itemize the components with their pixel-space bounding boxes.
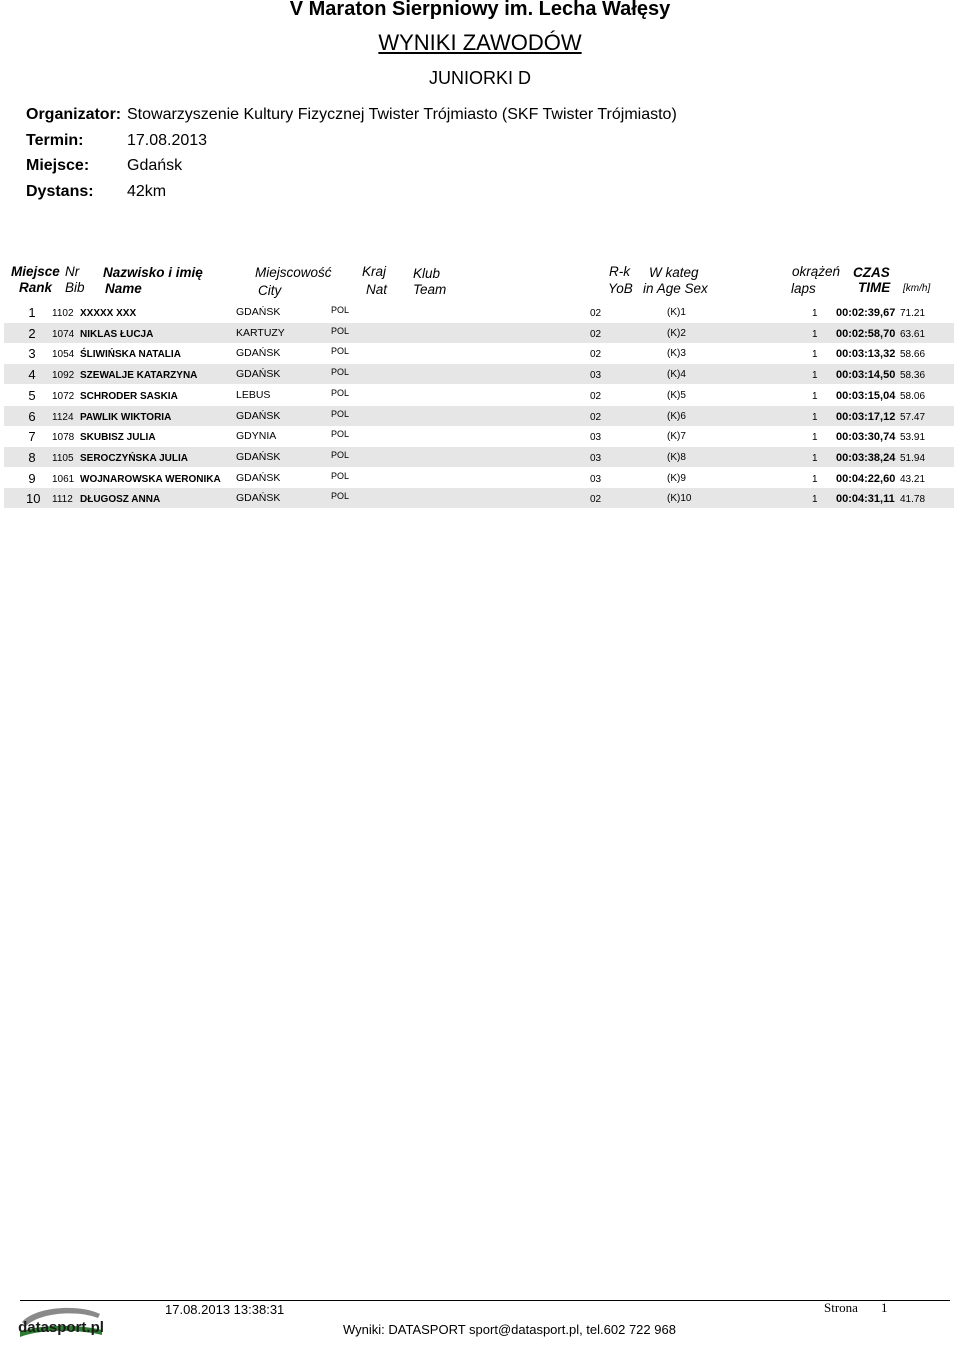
cell-cat: (K)2	[667, 327, 686, 339]
cell-nat: POL	[331, 470, 350, 481]
table-row	[4, 385, 954, 405]
header-city-pl: Miejscowość	[255, 265, 332, 280]
header-nat-pl: Kraj	[362, 264, 387, 279]
cell-name: ŚLIWIŃSKA NATALIA	[80, 349, 181, 361]
organizer-label: Organizator:	[26, 106, 122, 123]
cell-yob: 02	[590, 328, 602, 340]
cell-speed: 41.78	[900, 494, 926, 506]
table-row	[4, 364, 954, 384]
cell-cat: (K)6	[667, 410, 686, 422]
cell-yob: 02	[590, 349, 602, 361]
cell-rank: 9	[28, 470, 36, 486]
header-yob-en: YoB	[608, 281, 633, 296]
cell-rank: 7	[28, 429, 36, 445]
header-laps-en: laps	[791, 281, 816, 296]
cell-city: LEBUS	[236, 388, 271, 401]
cell-bib: 1074	[52, 328, 75, 340]
header-bib-pl: Nr	[65, 264, 80, 279]
distance-value: 42km	[127, 183, 167, 200]
cell-time: 00:02:39,67	[836, 307, 896, 319]
cell-bib: 1105	[52, 452, 74, 464]
cell-city: GDAŃSK	[236, 471, 281, 484]
cell-cat: (K)4	[667, 369, 686, 381]
cell-laps: 1	[812, 411, 818, 423]
cell-rank: 1	[28, 305, 36, 320]
cell-bib: 1078	[52, 432, 75, 444]
cell-time: 00:03:13,32	[836, 348, 896, 361]
datasport-logo	[18, 1302, 104, 1340]
cell-bib: 1072	[52, 390, 75, 402]
header-rank-pl: Miejsce	[11, 264, 60, 279]
table-row	[4, 468, 954, 488]
cell-rank: 2	[28, 325, 36, 341]
page-number: 1	[881, 1300, 888, 1315]
cell-cat: (K)7	[667, 431, 686, 443]
cell-time: 00:03:14,50	[836, 369, 896, 382]
cell-yob: 02	[590, 494, 602, 506]
cell-time: 00:04:22,60	[836, 472, 896, 485]
cell-speed: 53.91	[900, 432, 926, 444]
cell-time: 00:03:38,24	[836, 451, 896, 464]
cell-yob: 02	[590, 411, 602, 423]
header-cat-en: in Age Sex	[643, 281, 708, 296]
header-yob-pl: R-k	[609, 264, 630, 279]
header-bib-en: Bib	[65, 280, 85, 295]
cell-laps: 1	[812, 390, 818, 402]
cell-bib: 1102	[52, 308, 74, 319]
cell-bib: 1124	[52, 411, 74, 423]
cell-name: NIKLAS ŁUCJA	[80, 328, 154, 340]
cell-bib: 1112	[52, 494, 73, 506]
header-team-pl: Klub	[413, 266, 441, 281]
cell-laps: 1	[812, 370, 818, 382]
cell-time: 00:02:58,70	[836, 327, 896, 340]
cell-nat: POL	[331, 346, 350, 357]
footer-credits: Wyniki: DATASPORT sport@datasport.pl, tel.602 722 968	[343, 1322, 676, 1337]
cell-rank: 6	[28, 408, 36, 424]
cell-yob: 02	[590, 308, 602, 319]
cell-cat: (K)9	[667, 472, 686, 484]
cell-cat: (K)10	[667, 493, 692, 505]
category-title: JUNIORKI D	[428, 68, 531, 88]
cell-name: SZEWALJE KATARZYNA	[80, 370, 198, 382]
organizer-value: Stowarzyszenie Kultury Fizycznej Twister Trójmiasto (SKF Twister Trójmiasto)	[127, 106, 677, 123]
cell-city: GDAŃSK	[236, 347, 281, 360]
place-value: Gdańsk	[127, 157, 183, 174]
cell-cat: (K)8	[667, 451, 686, 463]
footer-timestamp: 17.08.2013 13:38:31	[165, 1302, 285, 1317]
cell-name: SEROCZYŃSKA JULIA	[80, 452, 188, 464]
cell-nat: POL	[331, 305, 350, 315]
cell-laps: 1	[812, 432, 818, 444]
cell-yob: 03	[590, 370, 602, 382]
table-row	[4, 343, 954, 363]
header-time-pl: CZAS	[853, 265, 890, 280]
cell-speed: 57.47	[900, 411, 926, 423]
cell-laps: 1	[812, 452, 818, 464]
cell-yob: 03	[590, 432, 602, 444]
cell-speed: 43.21	[900, 473, 926, 485]
cell-rank: 8	[28, 449, 36, 465]
cell-speed: 71.21	[900, 308, 926, 319]
cell-city: GDAŃSK	[236, 306, 281, 318]
cell-name: WOJNAROWSKA WERONIKA	[80, 473, 221, 485]
table-row	[4, 426, 954, 446]
page-label: Strona	[824, 1300, 858, 1315]
cell-laps: 1	[812, 328, 818, 340]
cell-yob: 02	[590, 390, 602, 402]
table-row	[4, 323, 954, 343]
table-row	[4, 406, 954, 426]
header-name-en: Name	[105, 281, 142, 296]
cell-city: GDAŃSK	[236, 492, 281, 505]
cell-name: PAWLIK WIKTORIA	[80, 411, 172, 423]
cell-time: 00:03:15,04	[836, 389, 896, 402]
cell-cat: (K)1	[667, 307, 686, 318]
cell-nat: POL	[331, 408, 350, 419]
table-row	[4, 488, 954, 508]
place-label: Miejsce:	[26, 157, 90, 174]
cell-bib: 1061	[52, 473, 75, 485]
cell-laps: 1	[812, 349, 818, 361]
cell-bib: 1054	[52, 349, 75, 361]
cell-speed: 58.66	[900, 349, 926, 361]
cell-rank: 5	[28, 387, 36, 403]
distance-label: Dystans:	[26, 183, 94, 200]
cell-rank: 4	[28, 367, 36, 383]
cell-nat: POL	[331, 491, 350, 502]
cell-name: SKUBISZ JULIA	[80, 432, 156, 444]
table-row	[4, 302, 954, 322]
date-label: Termin:	[26, 132, 84, 149]
cell-yob: 03	[590, 473, 602, 485]
header-team-en: Team	[413, 282, 447, 297]
cell-rank: 3	[28, 346, 36, 362]
cell-name: SCHRODER SASKIA	[80, 390, 178, 402]
cell-rank: 10	[26, 491, 41, 507]
header-rank-en: Rank	[19, 280, 53, 295]
header-city-en: City	[258, 283, 282, 298]
cell-laps: 1	[812, 473, 818, 485]
header-speed-en: [km/h]	[903, 283, 931, 294]
cell-city: GDAŃSK	[236, 409, 281, 422]
cell-name: DŁUGOSZ ANNA	[80, 494, 161, 506]
event-title: V Maraton Sierpniowy im. Lecha Wałęsy	[289, 0, 671, 20]
cell-time: 00:03:30,74	[836, 431, 896, 444]
cell-speed: 58.36	[900, 370, 926, 382]
header-nat-en: Nat	[366, 282, 388, 297]
cell-time: 00:03:17,12	[836, 410, 896, 423]
cell-nat: POL	[331, 449, 350, 460]
cell-city: GDAŃSK	[236, 450, 281, 463]
header-time-en: TIME	[858, 280, 891, 295]
cell-nat: POL	[331, 429, 350, 440]
cell-cat: (K)5	[667, 389, 686, 401]
cell-speed: 58.06	[900, 390, 926, 402]
results-title: WYNIKI ZAWODÓW	[378, 30, 582, 55]
cell-speed: 63.61	[900, 328, 926, 340]
cell-speed: 51.94	[900, 452, 926, 464]
cell-city: GDAŃSK	[236, 368, 281, 381]
cell-city: KARTUZY	[236, 326, 285, 339]
header-cat-pl: W kateg	[649, 265, 699, 280]
cell-nat: POL	[331, 367, 350, 378]
cell-cat: (K)3	[667, 348, 686, 360]
svg-text:datasport.pl: datasport.pl	[18, 1319, 104, 1336]
cell-yob: 03	[590, 452, 602, 464]
header-laps-pl: okrążeń	[792, 264, 841, 279]
cell-time: 00:04:31,11	[836, 493, 895, 506]
cell-name: XXXXX XXX	[80, 308, 137, 319]
table-row	[4, 447, 954, 467]
header-name-pl: Nazwisko i imię	[103, 265, 203, 280]
cell-laps: 1	[812, 494, 818, 506]
cell-bib: 1092	[52, 370, 75, 382]
cell-laps: 1	[812, 308, 818, 319]
cell-city: GDYNIA	[236, 430, 277, 443]
cell-nat: POL	[331, 387, 350, 398]
cell-nat: POL	[331, 325, 350, 336]
footer-rule	[20, 1300, 950, 1301]
date-value: 17.08.2013	[127, 132, 208, 149]
